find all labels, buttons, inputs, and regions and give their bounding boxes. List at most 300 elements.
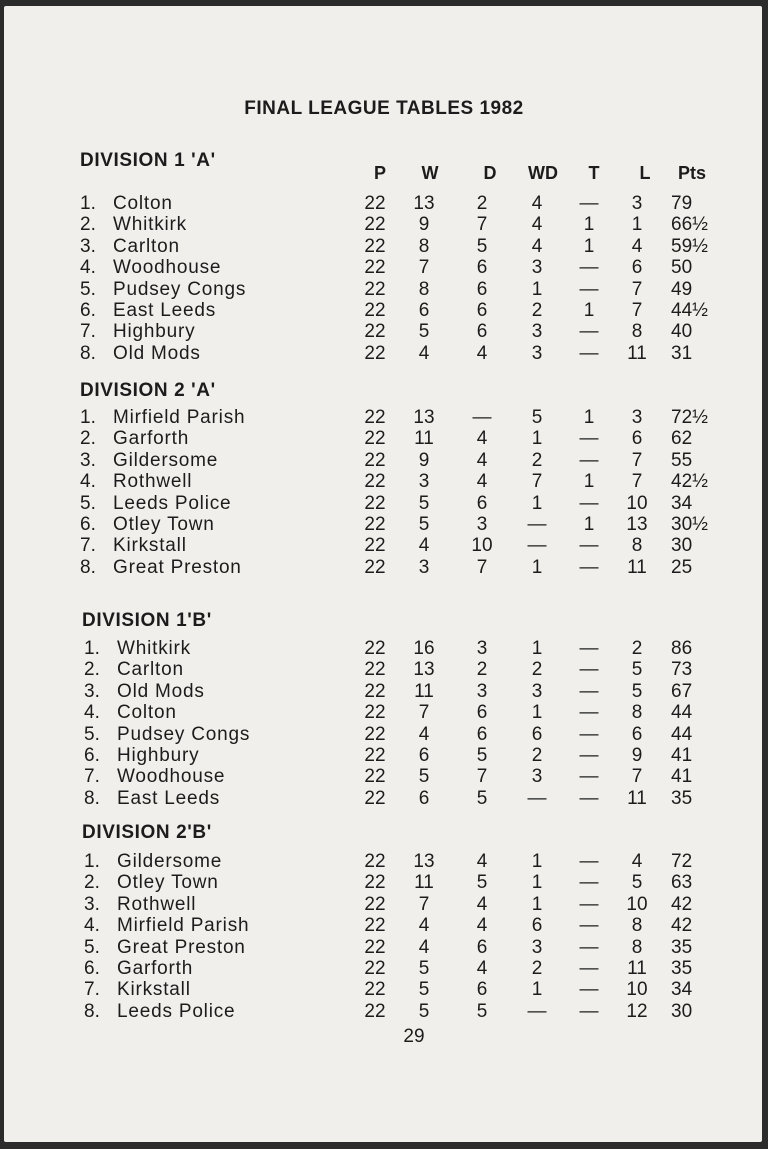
team-name: Old Mods — [113, 343, 201, 364]
table-row — [0, 343, 768, 364]
won-value: 5 — [418, 514, 430, 535]
wd-value: — — [527, 1001, 547, 1022]
played-value: 22 — [364, 788, 386, 809]
played-value: 22 — [364, 1001, 386, 1022]
team-name: Great Preston — [113, 557, 242, 578]
column-header-w: W — [421, 163, 439, 183]
table-row — [0, 659, 768, 680]
column-header-pts: Pts — [677, 163, 706, 183]
tied-value: — — [579, 766, 599, 787]
wd-value: 2 — [531, 745, 543, 766]
wd-value: 1 — [531, 872, 543, 893]
played-value: 22 — [364, 300, 386, 321]
points-value: 73 — [671, 659, 693, 680]
points-value: 67 — [671, 681, 693, 702]
position-number: 6. — [84, 958, 100, 979]
lost-value: 8 — [631, 535, 643, 556]
won-value: 6 — [418, 745, 430, 766]
position-number: 1. — [80, 407, 96, 428]
won-value: 5 — [418, 979, 430, 1000]
won-value: 7 — [418, 257, 430, 278]
won-value: 5 — [418, 958, 430, 979]
tied-value: — — [579, 257, 599, 278]
tied-value: — — [579, 894, 599, 915]
points-value: 34 — [671, 979, 693, 1000]
position-number: 2. — [80, 214, 96, 235]
played-value: 22 — [364, 450, 386, 471]
won-value: 7 — [418, 702, 430, 723]
table-row — [0, 702, 768, 723]
points-value: 62 — [671, 428, 693, 449]
won-value: 13 — [413, 193, 435, 214]
lost-value: 11 — [627, 788, 647, 809]
drawn-value: 5 — [476, 236, 488, 257]
table-row — [0, 321, 768, 342]
won-value: 5 — [418, 493, 430, 514]
lost-value: 10 — [626, 979, 648, 1000]
drawn-value: 6 — [476, 702, 488, 723]
points-value: 41 — [671, 745, 693, 766]
table-row — [0, 1001, 768, 1022]
table-row — [0, 471, 768, 492]
division-title: DIVISION 2 'A' — [80, 380, 216, 401]
tied-value: — — [579, 745, 599, 766]
table-row — [0, 872, 768, 893]
wd-value: 3 — [531, 766, 543, 787]
wd-value: 1 — [531, 851, 543, 872]
drawn-value: 5 — [476, 745, 488, 766]
wd-value: 1 — [531, 428, 543, 449]
played-value: 22 — [364, 535, 386, 556]
team-name: Leeds Police — [113, 493, 232, 514]
position-number: 2. — [84, 659, 100, 680]
played-value: 22 — [364, 343, 386, 364]
team-name: Garforth — [117, 958, 194, 979]
page-title: FINAL LEAGUE TABLES 1982 — [244, 98, 524, 119]
column-header-d: D — [483, 163, 497, 183]
team-name: Mirfield Parish — [113, 407, 246, 428]
drawn-value: 5 — [476, 1001, 488, 1022]
position-number: 1. — [84, 638, 100, 659]
position-number: 4. — [84, 702, 100, 723]
won-value: 4 — [418, 535, 430, 556]
drawn-value: 4 — [476, 915, 488, 936]
won-value: 8 — [418, 279, 430, 300]
wd-value: 5 — [531, 407, 543, 428]
lost-value: 3 — [631, 407, 643, 428]
table-row — [0, 788, 768, 809]
position-number: 7. — [84, 766, 100, 787]
wd-value: 2 — [531, 958, 543, 979]
lost-value: 6 — [631, 428, 643, 449]
points-value: 35 — [671, 788, 693, 809]
wd-value: 3 — [531, 937, 543, 958]
drawn-value: 5 — [476, 788, 488, 809]
position-number: 2. — [80, 428, 96, 449]
wd-value: 2 — [531, 450, 543, 471]
team-name: Kirkstall — [113, 535, 187, 556]
wd-value: 4 — [531, 193, 543, 214]
tied-value: — — [579, 681, 599, 702]
position-number: 8. — [84, 788, 100, 809]
points-value: 42 — [671, 894, 693, 915]
drawn-value: 6 — [476, 257, 488, 278]
drawn-value: 4 — [476, 851, 488, 872]
tied-value: — — [579, 724, 599, 745]
division-title: DIVISION 1 'A' — [80, 150, 216, 171]
tied-value: — — [579, 321, 599, 342]
team-name: Leeds Police — [117, 1001, 236, 1022]
wd-value: 1 — [531, 702, 543, 723]
table-row — [0, 894, 768, 915]
points-value: 30 — [671, 535, 693, 556]
position-number: 6. — [84, 745, 100, 766]
team-name: Mirfield Parish — [117, 915, 250, 936]
points-value: 44 — [671, 724, 693, 745]
points-value: 44 — [671, 702, 693, 723]
team-name: Old Mods — [117, 681, 205, 702]
tied-value: — — [579, 1001, 599, 1022]
wd-value: — — [527, 788, 547, 809]
tied-value: — — [579, 557, 599, 578]
played-value: 22 — [364, 958, 386, 979]
table-row — [0, 937, 768, 958]
lost-value: 2 — [631, 638, 643, 659]
tied-value: — — [579, 279, 599, 300]
lost-value: 8 — [631, 321, 643, 342]
points-value: 42½ — [671, 471, 708, 492]
position-number: 7. — [80, 321, 96, 342]
points-value: 40 — [671, 321, 693, 342]
column-header-p: P — [373, 163, 386, 183]
won-value: 7 — [418, 894, 430, 915]
won-value: 9 — [418, 450, 430, 471]
played-value: 22 — [364, 894, 386, 915]
wd-value: 6 — [531, 724, 543, 745]
won-value: 4 — [418, 724, 430, 745]
tied-value: — — [579, 493, 599, 514]
played-value: 22 — [364, 257, 386, 278]
wd-value: 1 — [531, 894, 543, 915]
lost-value: 11 — [627, 557, 647, 578]
table-row — [0, 915, 768, 936]
won-value: 13 — [413, 851, 435, 872]
wd-value: 6 — [531, 915, 543, 936]
division-title: DIVISION 1'B' — [82, 610, 212, 631]
table-row — [0, 979, 768, 1000]
points-value: 42 — [671, 915, 693, 936]
drawn-value: 6 — [476, 979, 488, 1000]
table-row — [0, 638, 768, 659]
page-number: 29 — [403, 1026, 425, 1047]
won-value: 4 — [418, 915, 430, 936]
played-value: 22 — [364, 321, 386, 342]
drawn-value: — — [472, 407, 492, 428]
won-value: 13 — [413, 659, 435, 680]
drawn-value: 6 — [476, 300, 488, 321]
drawn-value: 2 — [476, 659, 488, 680]
team-name: Colton — [117, 702, 177, 723]
team-name: Gildersome — [113, 450, 219, 471]
table-row — [0, 851, 768, 872]
drawn-value: 7 — [476, 766, 488, 787]
lost-value: 9 — [631, 745, 643, 766]
lost-value: 12 — [626, 1001, 648, 1022]
drawn-value: 4 — [476, 894, 488, 915]
team-name: Kirkstall — [117, 979, 191, 1000]
drawn-value: 4 — [476, 343, 488, 364]
tied-value: — — [579, 851, 599, 872]
table-row — [0, 279, 768, 300]
won-value: 16 — [413, 638, 435, 659]
lost-value: 10 — [626, 493, 648, 514]
points-value: 50 — [671, 257, 693, 278]
drawn-value: 6 — [476, 321, 488, 342]
table-row — [0, 428, 768, 449]
position-number: 3. — [84, 681, 100, 702]
points-value: 34 — [671, 493, 693, 514]
played-value: 22 — [364, 557, 386, 578]
position-number: 4. — [84, 915, 100, 936]
tied-value: — — [579, 659, 599, 680]
table-row — [0, 214, 768, 235]
drawn-value: 10 — [471, 535, 493, 556]
wd-value: 3 — [531, 343, 543, 364]
drawn-value: 2 — [476, 193, 488, 214]
won-value: 6 — [418, 788, 430, 809]
points-value: 55 — [671, 450, 693, 471]
position-number: 4. — [80, 257, 96, 278]
wd-value: — — [527, 535, 547, 556]
points-value: 30½ — [671, 514, 708, 535]
wd-value: 3 — [531, 681, 543, 702]
lost-value: 5 — [631, 872, 643, 893]
lost-value: 8 — [631, 702, 643, 723]
tied-value: — — [579, 428, 599, 449]
position-number: 6. — [80, 300, 96, 321]
team-name: Rothwell — [113, 471, 193, 492]
position-number: 3. — [80, 450, 96, 471]
drawn-value: 6 — [476, 493, 488, 514]
team-name: Whitkirk — [117, 638, 191, 659]
played-value: 22 — [364, 428, 386, 449]
drawn-value: 3 — [476, 638, 488, 659]
table-row — [0, 958, 768, 979]
lost-value: 7 — [631, 450, 643, 471]
points-value: 41 — [671, 766, 693, 787]
played-value: 22 — [364, 279, 386, 300]
won-value: 4 — [418, 937, 430, 958]
lost-value: 1 — [631, 214, 643, 235]
team-name: Otley Town — [117, 872, 219, 893]
position-number: 8. — [80, 557, 96, 578]
played-value: 22 — [364, 193, 386, 214]
team-name: Pudsey Congs — [117, 724, 251, 745]
division-title: DIVISION 2'B' — [82, 822, 212, 843]
lost-value: 3 — [631, 193, 643, 214]
won-value: 5 — [418, 1001, 430, 1022]
table-row — [0, 745, 768, 766]
tied-value: — — [579, 450, 599, 471]
points-value: 72½ — [671, 407, 708, 428]
tied-value: 1 — [583, 236, 595, 257]
lost-value: 7 — [631, 279, 643, 300]
team-name: Gildersome — [117, 851, 223, 872]
position-number: 5. — [84, 937, 100, 958]
points-value: 35 — [671, 937, 693, 958]
position-number: 8. — [84, 1001, 100, 1022]
points-value: 72 — [671, 851, 693, 872]
position-number: 4. — [80, 471, 96, 492]
played-value: 22 — [364, 937, 386, 958]
played-value: 22 — [364, 745, 386, 766]
wd-value: 1 — [531, 493, 543, 514]
table-row — [0, 766, 768, 787]
position-number: 3. — [84, 894, 100, 915]
tied-value: — — [579, 638, 599, 659]
played-value: 22 — [364, 702, 386, 723]
points-value: 44½ — [671, 300, 708, 321]
won-value: 3 — [418, 471, 430, 492]
wd-value: 2 — [531, 300, 543, 321]
played-value: 22 — [364, 724, 386, 745]
drawn-value: 7 — [476, 557, 488, 578]
won-value: 6 — [418, 300, 430, 321]
team-name: Carlton — [113, 236, 180, 257]
won-value: 11 — [414, 681, 434, 702]
played-value: 22 — [364, 915, 386, 936]
points-value: 86 — [671, 638, 693, 659]
lost-value: 4 — [631, 851, 643, 872]
played-value: 22 — [364, 407, 386, 428]
lost-value: 7 — [631, 300, 643, 321]
column-header-wd: WD — [528, 163, 558, 183]
team-name: Pudsey Congs — [113, 279, 247, 300]
drawn-value: 4 — [476, 958, 488, 979]
position-number: 1. — [84, 851, 100, 872]
drawn-value: 4 — [476, 471, 488, 492]
team-name: Great Preston — [117, 937, 246, 958]
played-value: 22 — [364, 872, 386, 893]
lost-value: 8 — [631, 915, 643, 936]
wd-value: 7 — [531, 471, 543, 492]
tied-value: 1 — [583, 514, 595, 535]
wd-value: 4 — [531, 236, 543, 257]
table-row — [0, 724, 768, 745]
position-number: 7. — [84, 979, 100, 1000]
team-name: Otley Town — [113, 514, 215, 535]
table-row — [0, 493, 768, 514]
won-value: 11 — [414, 428, 434, 449]
wd-value: — — [527, 514, 547, 535]
team-name: Woodhouse — [113, 257, 222, 278]
team-name: Highbury — [113, 321, 196, 342]
table-row — [0, 514, 768, 535]
tied-value: — — [579, 937, 599, 958]
lost-value: 11 — [627, 958, 647, 979]
won-value: 5 — [418, 321, 430, 342]
table-row — [0, 557, 768, 578]
won-value: 3 — [418, 557, 430, 578]
wd-value: 2 — [531, 659, 543, 680]
lost-value: 4 — [631, 236, 643, 257]
table-row — [0, 236, 768, 257]
wd-value: 1 — [531, 638, 543, 659]
position-number: 8. — [80, 343, 96, 364]
tied-value: — — [579, 343, 599, 364]
wd-value: 3 — [531, 321, 543, 342]
position-number: 1. — [80, 193, 96, 214]
team-name: East Leeds — [113, 300, 217, 321]
points-value: 25 — [671, 557, 693, 578]
position-number: 7. — [80, 535, 96, 556]
won-value: 9 — [418, 214, 430, 235]
position-number: 5. — [80, 279, 96, 300]
tied-value: — — [579, 193, 599, 214]
tied-value: — — [579, 535, 599, 556]
played-value: 22 — [364, 659, 386, 680]
lost-value: 7 — [631, 766, 643, 787]
column-header-l: L — [639, 163, 651, 183]
played-value: 22 — [364, 681, 386, 702]
table-row — [0, 681, 768, 702]
table-row — [0, 300, 768, 321]
points-value: 49 — [671, 279, 693, 300]
played-value: 22 — [364, 638, 386, 659]
position-number: 6. — [80, 514, 96, 535]
wd-value: 3 — [531, 257, 543, 278]
lost-value: 7 — [631, 471, 643, 492]
drawn-value: 4 — [476, 450, 488, 471]
played-value: 22 — [364, 471, 386, 492]
team-name: East Leeds — [117, 788, 221, 809]
tied-value: 1 — [583, 214, 595, 235]
tied-value: — — [579, 702, 599, 723]
played-value: 22 — [364, 851, 386, 872]
tied-value: — — [579, 958, 599, 979]
wd-value: 4 — [531, 214, 543, 235]
column-header-t: T — [588, 163, 600, 183]
team-name: Whitkirk — [113, 214, 187, 235]
drawn-value: 5 — [476, 872, 488, 893]
position-number: 2. — [84, 872, 100, 893]
drawn-value: 4 — [476, 428, 488, 449]
tied-value: 1 — [583, 300, 595, 321]
points-value: 79 — [671, 193, 693, 214]
drawn-value: 6 — [476, 937, 488, 958]
won-value: 8 — [418, 236, 430, 257]
table-row — [0, 407, 768, 428]
team-name: Rothwell — [117, 894, 197, 915]
points-value: 63 — [671, 872, 693, 893]
played-value: 22 — [364, 766, 386, 787]
lost-value: 5 — [631, 659, 643, 680]
position-number: 5. — [80, 493, 96, 514]
drawn-value: 3 — [476, 514, 488, 535]
played-value: 22 — [364, 236, 386, 257]
won-value: 11 — [414, 872, 434, 893]
table-row — [0, 257, 768, 278]
position-number: 5. — [84, 724, 100, 745]
tied-value: 1 — [583, 407, 595, 428]
points-value: 35 — [671, 958, 693, 979]
lost-value: 8 — [631, 937, 643, 958]
drawn-value: 3 — [476, 681, 488, 702]
lost-value: 6 — [631, 724, 643, 745]
tied-value: 1 — [583, 471, 595, 492]
tied-value: — — [579, 872, 599, 893]
lost-value: 5 — [631, 681, 643, 702]
